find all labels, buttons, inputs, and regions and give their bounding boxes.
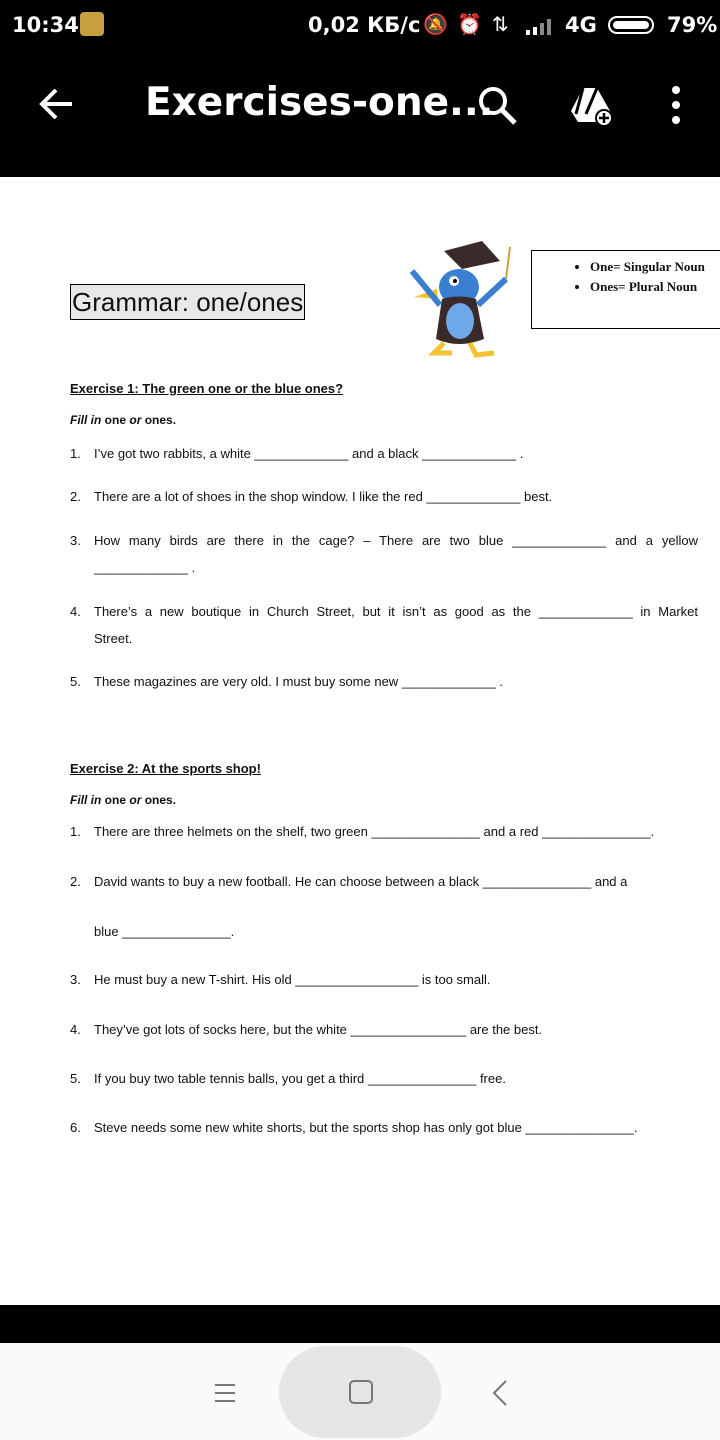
network-speed: 0,02 КБ/с — [308, 13, 421, 37]
viewer-bottom-bar — [0, 1305, 720, 1343]
home-icon[interactable] — [349, 1380, 373, 1404]
app-bar — [0, 50, 720, 177]
definition-item: • One= Singular Noun — [590, 259, 720, 275]
system-navigation-bar — [0, 1343, 720, 1440]
status-bar — [0, 0, 720, 50]
worksheet-title: Grammar: one/ones — [70, 284, 305, 320]
network-type: 4G — [565, 13, 597, 37]
battery-icon — [608, 16, 654, 34]
save-to-drive-icon[interactable] — [568, 84, 614, 126]
back-nav-icon[interactable] — [490, 1379, 510, 1407]
definition-item: • Ones= Plural Noun — [590, 279, 720, 295]
definition-box — [531, 250, 720, 329]
bird-teacher-illustration — [404, 239, 514, 361]
app-notification-icon — [80, 12, 104, 36]
bell-muted-icon: 🔕 — [423, 12, 448, 36]
search-icon[interactable] — [476, 84, 518, 126]
document-title: Exercises-one... — [145, 80, 494, 125]
battery-percent: 79% — [667, 13, 718, 37]
status-time: 10:34 — [12, 13, 79, 37]
alarm-icon: ⏰ — [457, 12, 482, 36]
back-arrow-icon[interactable] — [36, 84, 76, 124]
exercise1-heading: Exercise 1: The green one or the blue ones? — [70, 381, 344, 396]
exercise2-instructions: Fill in one or ones. — [70, 793, 177, 807]
signal-icon — [524, 16, 558, 36]
document-page[interactable]: Grammar: one/ones • One= Singular Noun • Ones= Plural Noun Exercise 1: The green one or the blue ones? Fill in one or ones. 1. I’ve got two rabbits, a white _____________ and a black _____________ . 2. There are a lot of shoes in the shop window. I like the red _____________ best. 3. How many birds are there in the cage? – There are two blue _____________ and a yellow _____________ . 4. There’s a new boutique in Church Street, but it isn’t as good as the _____________ in Market Street. 5. These magazines are very old. I must buy some new _____________ . Exercise 2: At the sports shop! Fill in one or ones. 1. There are three helmets on the shelf, two green _______________ and a red _______________. 2. David wants to buy a new football. He can choose between a black _______________ and a blue _______________. 3. He must buy a new T-shirt. His old _________________ is too small. 4. They’ve got lots of socks here, but the white ________________ are the best. 5. If you buy two table tennis balls, you get a third _______________ free. 6. Steve needs some new white shorts, but the sports shop has only got blue _______________. — [0, 177, 720, 1305]
exercise2-heading: Exercise 2: At the sports shop! — [70, 761, 261, 776]
more-options-icon[interactable] — [664, 84, 688, 126]
data-transfer-icon: ⇅ — [492, 12, 509, 36]
recent-apps-icon[interactable] — [213, 1382, 237, 1404]
exercise1-instructions: Fill in one or ones. — [70, 413, 177, 427]
